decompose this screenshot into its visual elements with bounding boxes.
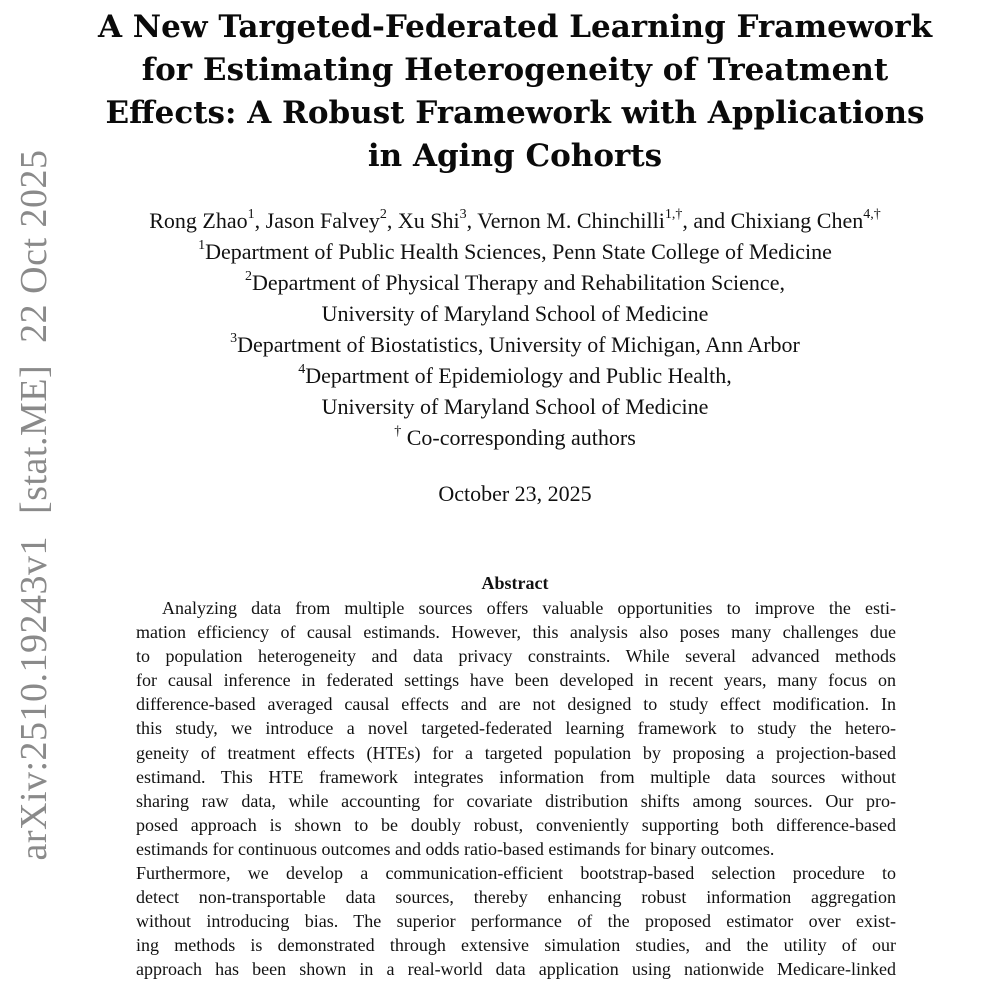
author-affiliation-marker: 3	[459, 206, 467, 222]
corresponding-note-text: Co-corresponding authors	[401, 425, 636, 450]
arxiv-category: [stat.ME]	[13, 364, 55, 514]
affiliation-marker: 3	[230, 330, 238, 346]
author-affiliation-marker: 4,†	[863, 206, 881, 222]
abstract-line: posed approach is shown to be doubly robust, conveniently supporting both difference-based	[136, 814, 896, 835]
affiliation-1	[70, 236, 960, 267]
affiliation-4-continued: University of Maryland School of Medicine	[321, 394, 709, 419]
author-affiliation-marker: 1	[247, 206, 255, 222]
abstract-line: difference-based averaged causal effects and are not designed to study effect modification. In	[136, 694, 896, 715]
abstract-line: geneity of treatment effects (HTEs) for a targeted population by proposing a projection-based	[136, 742, 896, 763]
author-name: Vernon M. Chinchilli	[477, 208, 665, 233]
abstract-line: without introducing bias. The superior performance of the proposed estimator over exist-	[136, 911, 896, 932]
author-affiliation-marker: 2	[379, 206, 387, 222]
author-name: Xu Shi	[397, 208, 460, 233]
abstract-line: estimands for continuous outcomes and odds ratio-based estimands for binary outcomes.	[136, 838, 775, 859]
abstract-body	[136, 596, 896, 982]
title-line: A New Targeted-Federated Learning Framework	[97, 9, 933, 45]
abstract-heading: Abstract	[481, 573, 549, 593]
dagger-marker: †	[394, 423, 402, 439]
abstract-line: sharing raw data, while accounting for covariate distribution shifts among sources. Our pro-	[136, 790, 896, 811]
abstract-line: ing methods is demonstrated through extensive simulation studies, and the utility of our	[136, 935, 896, 956]
affiliation-text: Department of Physical Therapy and Rehabilitation Science,	[252, 270, 785, 295]
author-separator: , and	[682, 208, 731, 233]
abstract-line: for causal inference in federated settings have been developed in recent years, many focus on	[136, 670, 896, 691]
author-name: Chixiang Chen	[730, 208, 864, 233]
abstract-line: this study, we introduce a novel targeted-federated learning framework to study the hetero-	[136, 718, 896, 739]
arxiv-date: 22 Oct 2025	[13, 149, 55, 343]
paper-date: October 23, 2025	[438, 481, 592, 506]
affiliation-2	[70, 267, 960, 298]
affiliation-2-continued: University of Maryland School of Medicine	[321, 301, 709, 326]
affiliation-4	[70, 360, 960, 391]
affiliation-text: Department of Epidemiology and Public Health,	[305, 363, 732, 388]
author-list	[70, 205, 960, 236]
author-separator: ,	[466, 208, 478, 233]
abstract-line: approach has been shown in a real-world data application using nationwide Medicare-linked	[136, 959, 896, 980]
arxiv-stamp-text	[12, 149, 56, 860]
title-line: in Aging Cohorts	[367, 138, 663, 174]
corresponding-note	[70, 422, 960, 453]
abstract-line: to population heterogeneity and data privacy constraints. While several advanced methods	[136, 646, 896, 667]
affiliation-marker: 2	[245, 268, 253, 284]
abstract-line: Furthermore, we develop a communication-efficient bootstrap-based selection procedure to	[136, 863, 896, 884]
author-separator: ,	[254, 208, 266, 233]
author-name: Jason Falvey	[265, 208, 380, 233]
paper-title	[70, 6, 960, 178]
arxiv-stamp	[0, 0, 64, 958]
affiliation-3	[70, 329, 960, 360]
abstract-line: Analyzing data from multiple sources offers valuable opportunities to improve the esti-	[162, 598, 896, 618]
affiliation-marker: 1	[198, 237, 206, 253]
author-block	[70, 205, 960, 453]
abstract-line: detect non-transportable data sources, thereby enhancing robust information aggregation	[136, 887, 896, 908]
affiliation-text: Department of Biostatistics, University of Michigan, Ann Arbor	[237, 332, 800, 357]
affiliation-marker: 4	[298, 361, 306, 377]
abstract-line: estimand. This HTE framework integrates information from multiple data sources without	[136, 766, 896, 787]
author-affiliation-marker: 1,†	[664, 206, 683, 222]
title-line: for Estimating Heterogeneity of Treatment	[141, 52, 889, 88]
arxiv-id: arXiv:2510.19243v1	[13, 535, 55, 861]
title-line: Effects: A Robust Framework with Applications	[105, 95, 925, 131]
affiliation-text: Department of Public Health Sciences, Penn State College of Medicine	[205, 239, 832, 264]
author-name: Rong Zhao	[149, 208, 248, 233]
author-separator: ,	[386, 208, 398, 233]
abstract-line: mation efficiency of causal estimands. However, this analysis also poses many challenges due	[136, 622, 896, 643]
